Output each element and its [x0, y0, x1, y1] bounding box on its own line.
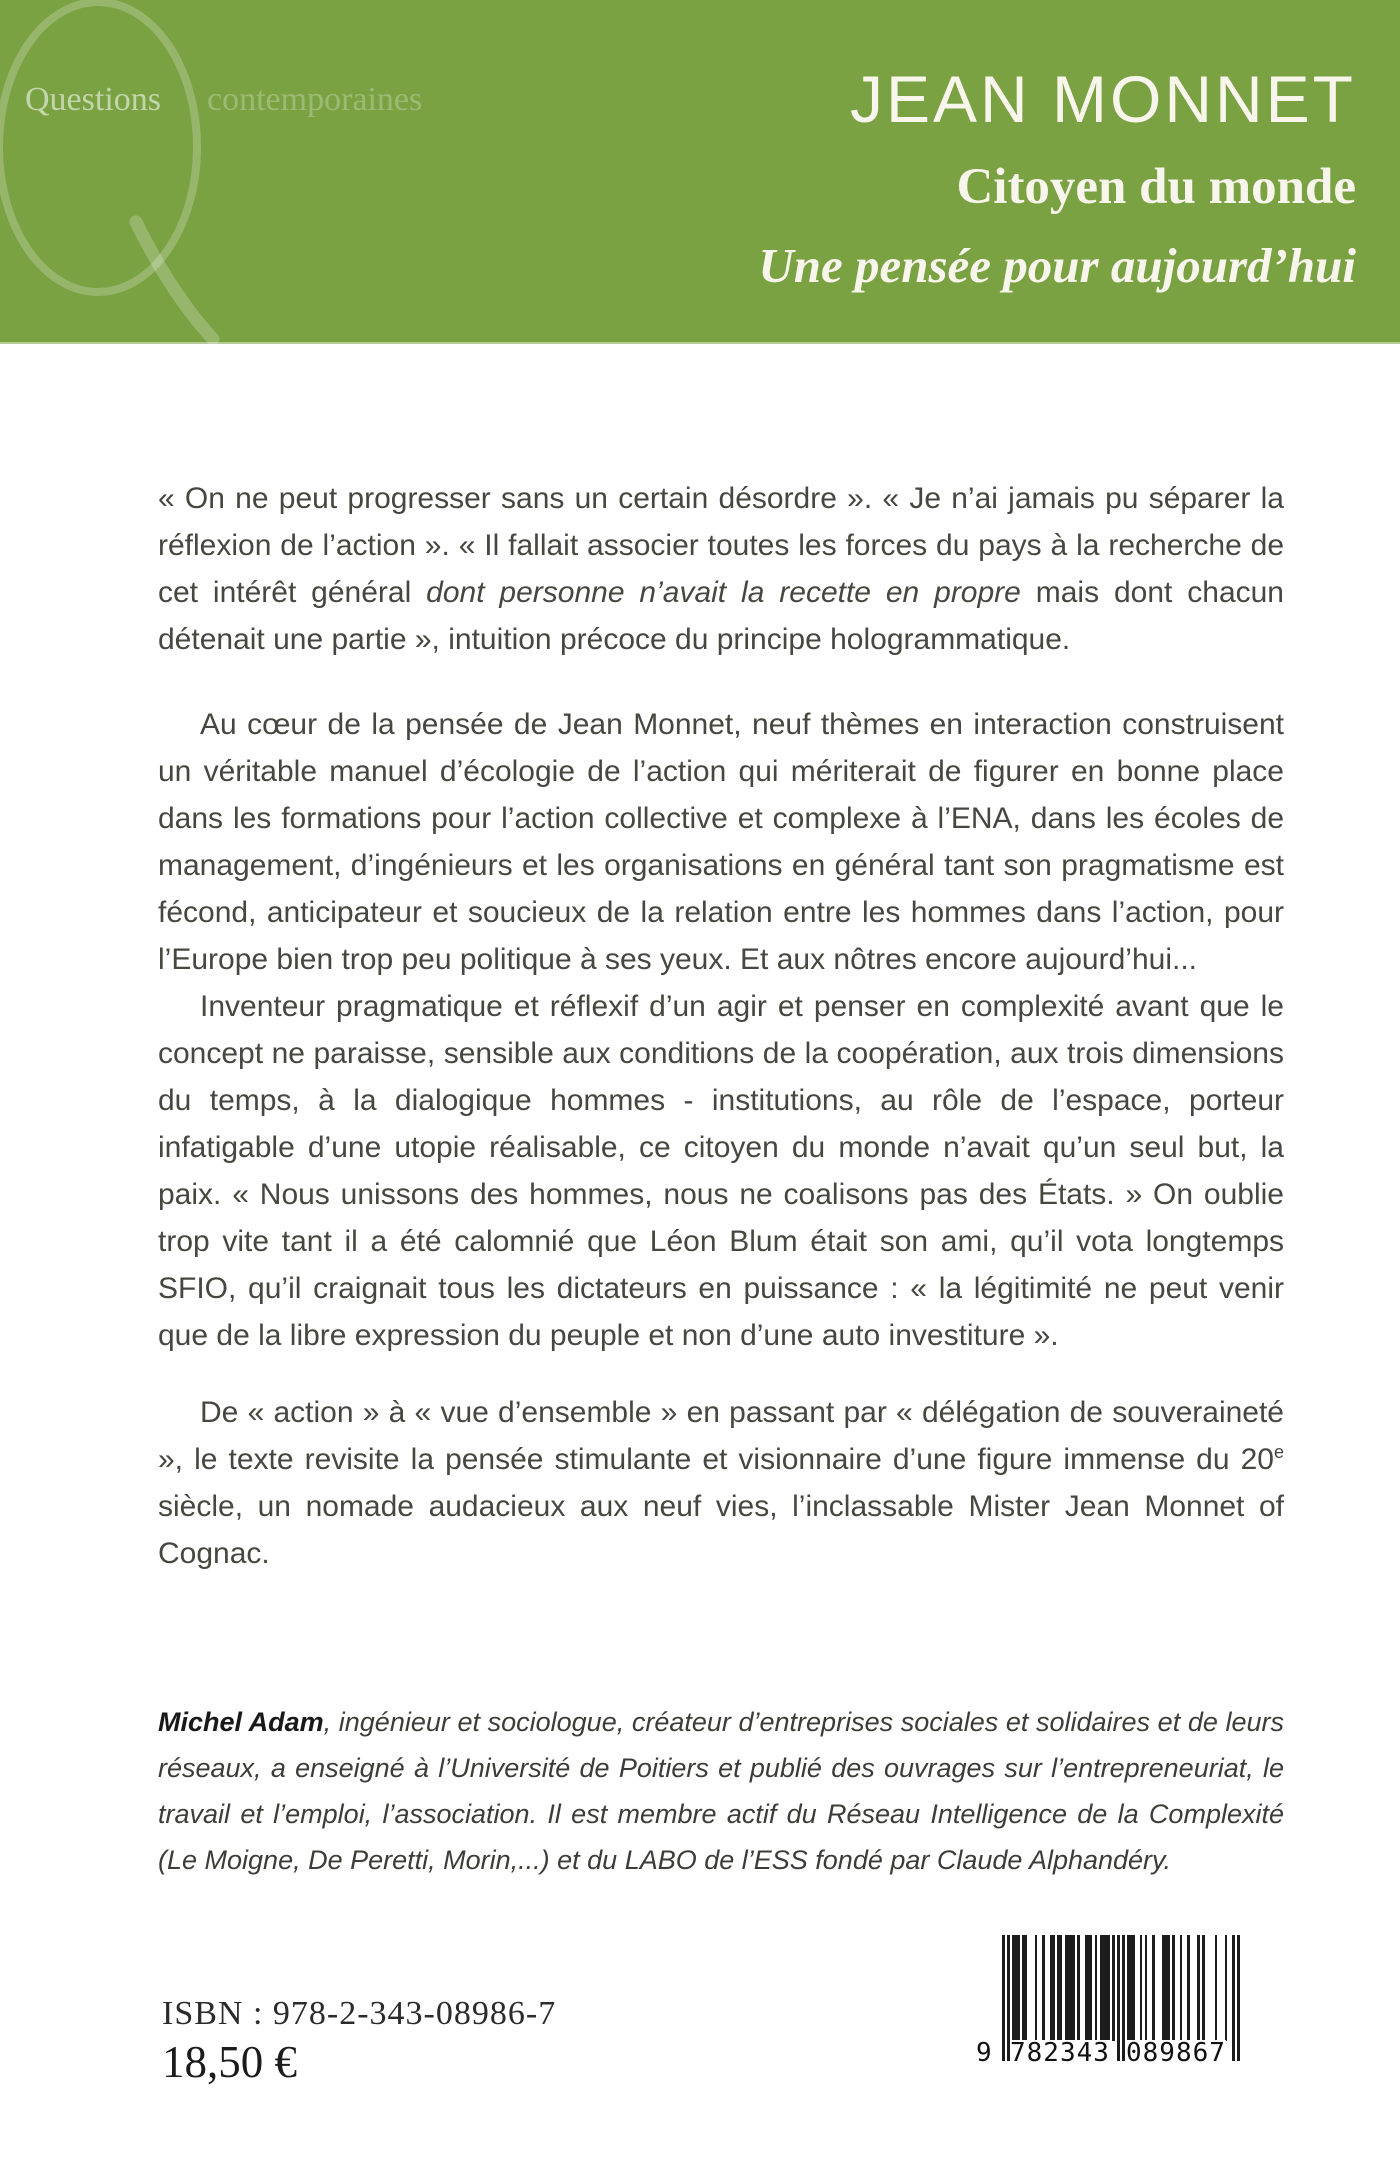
barcode-digits-left: 782343 [1010, 2038, 1110, 2068]
price-text: 18,50 € [162, 2037, 297, 2087]
collection-name [25, 80, 422, 120]
header-band [0, 0, 1400, 344]
inventor-paragraph: Inventeur pragmatique et réflexif d’un agir et penser en complexité avant que le concept ne paraisse, sensible aux conditions de la coopération, aux trois dimensions du temps, à la dialogique hommes - institutions, au rôle de l’espace, porteur infatigable d’une utopie réalisable, ce citoyen du monde n’avait qu’un seul but, la paix. « Nous unissons des hommes, nous ne coalisons pas des États. » On oublie trop vite tant il a été calomnié que Léon Blum était son ami, qu’il vota longtemps SFIO, qu’il craignait tous les dictateurs en puissance : « la légitimité ne peut venir que de la libre expression du peuple et non d’une auto investiture ». [158, 990, 1284, 1352]
book-subtitle: Une pensée pour aujourd’hui [758, 238, 1356, 293]
title-block [758, 62, 1356, 293]
collection-word-contemporaines: contemporaines [207, 81, 423, 118]
author-bio [158, 1699, 1284, 1883]
summary-paragraph [158, 1389, 1284, 1577]
summary-paragraph-part2: siècle, un nomade audacieux aux neuf vies, l’inclassable Mister Jean Monnet of Cognac. [158, 1490, 1284, 1570]
book-title: Citoyen du monde [956, 159, 1356, 215]
themes-paragraph: Au cœur de la pensée de Jean Monnet, neuf thèmes en interaction construisent un véritable manuel d’écologie de l’action qui mériterait de figurer en bonne place dans les formations pour l’action collective et complexe à l’ENA, dans les écoles de management, d’ingénieurs et les organisations en général tant son pragmatisme est fécond, anticipateur et soucieux de la relation entre les hommes dans l’action, pour l’Europe bien trop peu politique à ses yeux. Et aux nôtres encore aujourd’hui... [158, 708, 1284, 976]
quote-paragraph-part1: « On ne peut progresser sans un certain désordre ». « Je n’ai jamais pu séparer la réflexion de l’action ». « Il fallait associer toutes les forces du pays à la recherche de cet intérêt général [158, 482, 1284, 609]
isbn-text: ISBN : 978-2-343-08986-7 [162, 1995, 557, 2032]
quote-paragraph-part2: mais dont chacun détenait une partie », intuition précoce du principe hologrammatique. [158, 576, 1284, 656]
barcode-first-digit: 9 [976, 2038, 993, 2068]
author-bio-text: , ingénieur et sociologue, créateur d’entreprises sociales et solidaires et de leurs réseaux, a enseigné à l’Université de Poitiers et publié des ouvrages sur l’entrepreneuriat, le travail et l’emploi, l’association. Il est membre actif du Réseau Intelligence de la Complexité (Le Moigne, De Peretti, Morin,...) et du LABO de l’ESS fondé par Claude Alphandéry. [158, 1707, 1284, 1875]
synopsis [158, 475, 1284, 1577]
barcode-digits-right: 089867 [1126, 2038, 1226, 2068]
book-author: JEAN MONNET [849, 62, 1356, 136]
quote-paragraph [158, 475, 1284, 663]
quote-paragraph-italic: dont personne n’avait la recette en propre [426, 576, 1021, 609]
summary-paragraph-part1: De « action » à « vue d’ensemble » en passant par « délégation de souveraineté », le texte revisite la pensée stimulante et visionnaire d’une figure immense du 20 [158, 1396, 1284, 1476]
superscript-e: e [1273, 1442, 1284, 1462]
collection-word-questions: Questions [25, 81, 161, 118]
q-watermark-icon [0, 0, 280, 344]
author-name: Michel Adam [158, 1707, 324, 1737]
barcode [976, 1935, 1240, 2069]
